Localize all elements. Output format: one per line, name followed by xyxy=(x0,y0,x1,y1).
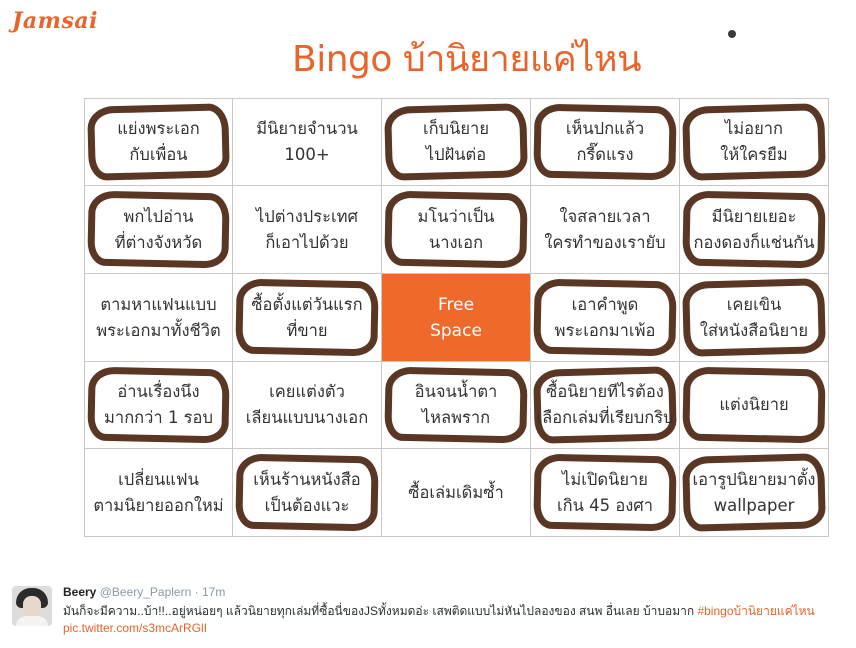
bingo-cell xyxy=(680,99,829,186)
bingo-cell xyxy=(233,186,382,274)
bingo-cell xyxy=(85,362,233,449)
bingo-cell-text: เลือกเล่มที่เรียบกริบ xyxy=(536,408,674,427)
bingo-cell-free-space xyxy=(382,274,531,362)
bingo-cell-text: อ่านเรื่องนึง xyxy=(117,382,200,401)
bingo-cell xyxy=(382,362,531,449)
bingo-cell-text: กองดองก็แช่นกัน xyxy=(693,232,815,252)
bingo-cell-text: ให้ใครยืม xyxy=(720,145,788,164)
bingo-cell-text: แย่งพระเอก xyxy=(117,119,200,138)
bingo-cell xyxy=(85,186,233,274)
decorative-dot xyxy=(728,30,736,38)
bingo-cell-text: ไหลพราก xyxy=(421,408,491,427)
brand-logo: Jamsai xyxy=(12,8,98,34)
bingo-cell-text: พระเอกมาทั้งชีวิต xyxy=(96,320,221,340)
bingo-cell-text: ซื้อตั้งแต่วันแรก xyxy=(251,294,363,314)
bingo-cell-text: ตามหาแฟนแบบ xyxy=(100,294,217,314)
bingo-cell xyxy=(233,362,382,449)
bingo-cell xyxy=(531,99,680,186)
bingo-cell-text: เห็นปกแล้ว xyxy=(565,119,645,138)
bingo-cell-text: นางเอก xyxy=(428,232,484,252)
tweet-timestamp[interactable]: 17m xyxy=(201,585,226,599)
tweet-author-name[interactable]: Beery xyxy=(63,585,97,599)
bingo-cell-text: เป็นต้องแวะ xyxy=(264,495,350,515)
bingo-cell-text: ที่ขาย xyxy=(286,320,328,340)
bingo-cell xyxy=(85,274,233,362)
bingo-cell xyxy=(85,99,233,186)
tweet-separator: · xyxy=(194,585,199,599)
bingo-cell-text: ซื้อเล่มเดิมซ้ำ xyxy=(408,482,504,502)
tweet-text xyxy=(63,602,843,621)
bingo-cell-text: ตามนิยายออกใหม่ xyxy=(93,495,224,515)
tweet[interactable] xyxy=(0,572,856,648)
bingo-cell-text: ใส่หนังสือนิยาย xyxy=(699,320,809,340)
bingo-cell-text: ใครทำของเรายับ xyxy=(544,232,666,252)
bingo-cell-text: ไม่อยาก xyxy=(724,119,783,138)
bingo-cell-text: พกไปอ่าน xyxy=(123,206,194,226)
bingo-cell-text: อินจนน้ำตา xyxy=(414,382,498,401)
tweet-media-link[interactable]: pic.twitter.com/s3mcArRGlI xyxy=(63,621,208,635)
bingo-cell xyxy=(531,362,680,449)
bingo-cell xyxy=(382,99,531,186)
bingo-cell-text: ก็เอาไปด้วย xyxy=(265,232,349,252)
bingo-cell-text: เลียนแบบนางเอก xyxy=(245,408,369,427)
bingo-cell xyxy=(680,186,829,274)
tweet-hashtag[interactable]: #bingoบ้านิยายแค่ไหน xyxy=(697,604,815,618)
bingo-cell-text: ซื้อนิยายทีไรต้อง xyxy=(546,382,664,401)
bingo-cell-text: Space xyxy=(430,320,482,341)
bingo-cell xyxy=(85,449,233,537)
bingo-cell xyxy=(680,274,829,362)
bingo-cell-text: มีนิยายจำนวน xyxy=(256,119,358,138)
bingo-cell-text: Free xyxy=(437,294,475,315)
tweet-author-handle[interactable]: @Beery_Paplern xyxy=(99,585,192,599)
bingo-cell-text: กรี๊ดแรง xyxy=(576,145,634,164)
bingo-cell-text: พระเอกมาเพ้อ xyxy=(554,320,656,340)
bingo-cell-text: เก็บนิยาย xyxy=(423,119,489,138)
bingo-cell xyxy=(531,449,680,537)
bingo-grid xyxy=(84,98,829,537)
bingo-cell-text: แต่งนิยาย xyxy=(719,395,789,414)
avatar[interactable] xyxy=(12,586,52,626)
bingo-cell-text: wallpaper xyxy=(713,495,795,515)
bingo-cell-text: เปลี่ยนแฟน xyxy=(118,469,199,489)
bingo-cell xyxy=(680,362,829,449)
bingo-cell-text: ไม่เปิดนิยาย xyxy=(562,469,648,489)
bingo-cell-text: ใจสลายเวลา xyxy=(559,206,651,226)
bingo-cell-text: เอารูปนิยายมาตั้ง xyxy=(692,469,816,489)
bingo-cell-text: 100+ xyxy=(284,145,330,164)
bingo-cell-text: มากกว่า 1 รอบ xyxy=(104,408,213,427)
bingo-cell-text: ที่ต่างจังหวัด xyxy=(114,232,203,252)
bingo-cell-text: ไปต่างประเทศ xyxy=(256,206,358,226)
bingo-cell xyxy=(233,99,382,186)
bingo-cell-text: ไปฝันต่อ xyxy=(425,145,487,164)
bingo-cell xyxy=(233,449,382,537)
bingo-cell xyxy=(680,449,829,537)
bingo-cell xyxy=(233,274,382,362)
bingo-cell-text: มโนว่าเป็น xyxy=(417,206,495,226)
bingo-cell-text: เคยเขิน xyxy=(726,294,782,314)
bingo-cell xyxy=(531,274,680,362)
bingo-cell xyxy=(531,186,680,274)
bingo-cell xyxy=(382,449,531,537)
bingo-cell-text: เอาคำพูด xyxy=(571,294,639,314)
bingo-cell-text: เกิน 45 องศา xyxy=(556,495,654,515)
tweet-header xyxy=(63,585,225,599)
bingo-cell xyxy=(382,186,531,274)
bingo-cell-text: เห็นร้านหนังสือ xyxy=(253,469,361,489)
bingo-cell-text: มีนิยายเยอะ xyxy=(711,206,797,226)
bingo-cell-text: กับเพื่อน xyxy=(129,145,188,164)
tweet-body: มันก็จะมีความ..บ้า!!..อยู่หน่อยๆ แล้วนิยายทุกเล่มที่ซื้อนี่ของJSทั้งหมดอ่ะ เสพติดแบบไม่หันไปลองของ สนพ อื่นเลย บ้าบอมาก xyxy=(63,604,698,618)
bingo-title: Bingo บ้านิยายแค่ไหน xyxy=(292,39,642,80)
bingo-cell-text: เคยแต่งตัว xyxy=(269,382,345,401)
